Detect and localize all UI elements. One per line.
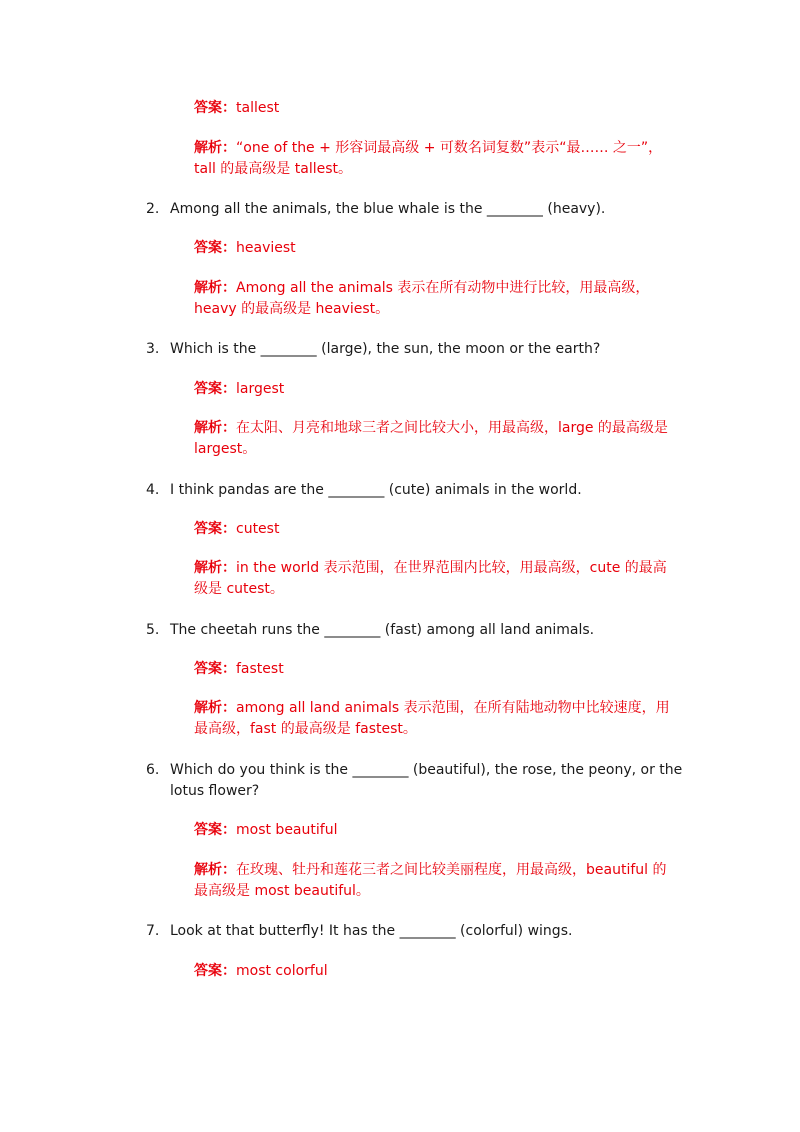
question-text: The cheetah runs the ________ (fast) among all land animals. [170,622,595,638]
answer-value: cutest [236,521,280,537]
analysis-text: “one of the + 形容词最高级 + 可数名词复数”表示“最…… 之一”， tall 的最高级是 tallest。 [194,140,663,177]
answer-label: 答案： [194,822,236,838]
question-text: Which do you think is the ________ (beautiful), the rose, the peony, or the lotus flower? [170,762,683,799]
answer-4 [194,519,279,539]
answer-label: 答案： [194,661,236,677]
answer-value: tallest [236,100,280,116]
answer-value: most colorful [236,963,328,979]
answer-1 [194,98,279,118]
analysis-text: among all land animals 表示范围，在所有陆地动物中比较速度，用最高级，fast 的最高级是 fastest。 [194,700,670,737]
analysis-text: Among all the animals 表示在所有动物中进行比较，用最高级，heavy 的最高级是 heaviest。 [194,280,650,317]
question-text: Look at that butterfly! It has the ________ (colorful) wings. [170,923,573,939]
answer-3 [194,379,284,399]
question-2 [146,199,686,220]
answer-7 [194,961,328,981]
answer-6 [194,820,337,840]
question-number: 3. [146,341,160,357]
analysis-6 [194,860,680,902]
answer-2 [194,238,296,258]
answer-label: 答案： [194,381,236,397]
answer-value: fastest [236,661,284,677]
question-text: Among all the animals, the blue whale is the ________ (heavy). [170,201,606,217]
answer-label: 答案： [194,100,236,116]
question-3 [146,339,686,360]
analysis-label: 解析： [194,700,236,716]
analysis-2 [194,278,680,320]
answer-value: largest [236,381,285,397]
analysis-label: 解析： [194,560,236,576]
analysis-3 [194,418,680,460]
question-number: 7. [146,923,160,939]
question-number: 2. [146,201,160,217]
analysis-text: in the world 表示范围，在世界范围内比较，用最高级，cute 的最高级是 cutest。 [194,560,667,597]
answer-value: most beautiful [236,822,338,838]
question-4 [146,480,686,501]
answer-label: 答案： [194,521,236,537]
question-5 [146,620,686,641]
question-text: I think pandas are the ________ (cute) animals in the world. [170,482,582,498]
answer-label: 答案： [194,963,236,979]
answer-value: heaviest [236,240,296,256]
question-number: 6. [146,762,160,778]
question-7 [146,921,686,942]
question-number: 5. [146,622,160,638]
question-number: 4. [146,482,160,498]
analysis-text: 在太阳、月亮和地球三者之间比较大小，用最高级，large 的最高级是 largest。 [194,420,668,457]
analysis-label: 解析： [194,420,236,436]
analysis-4 [194,558,680,600]
question-6 [146,760,686,802]
analysis-text: 在玫瑰、牡丹和莲花三者之间比较美丽程度，用最高级，beautiful 的最高级是 most beautiful。 [194,862,667,899]
question-text: Which is the ________ (large), the sun, the moon or the earth? [170,341,601,357]
analysis-label: 解析： [194,862,236,878]
analysis-label: 解析： [194,140,236,156]
analysis-1 [194,138,680,180]
answer-label: 答案： [194,240,236,256]
answer-5 [194,659,284,679]
analysis-5 [194,698,680,740]
analysis-label: 解析： [194,280,236,296]
